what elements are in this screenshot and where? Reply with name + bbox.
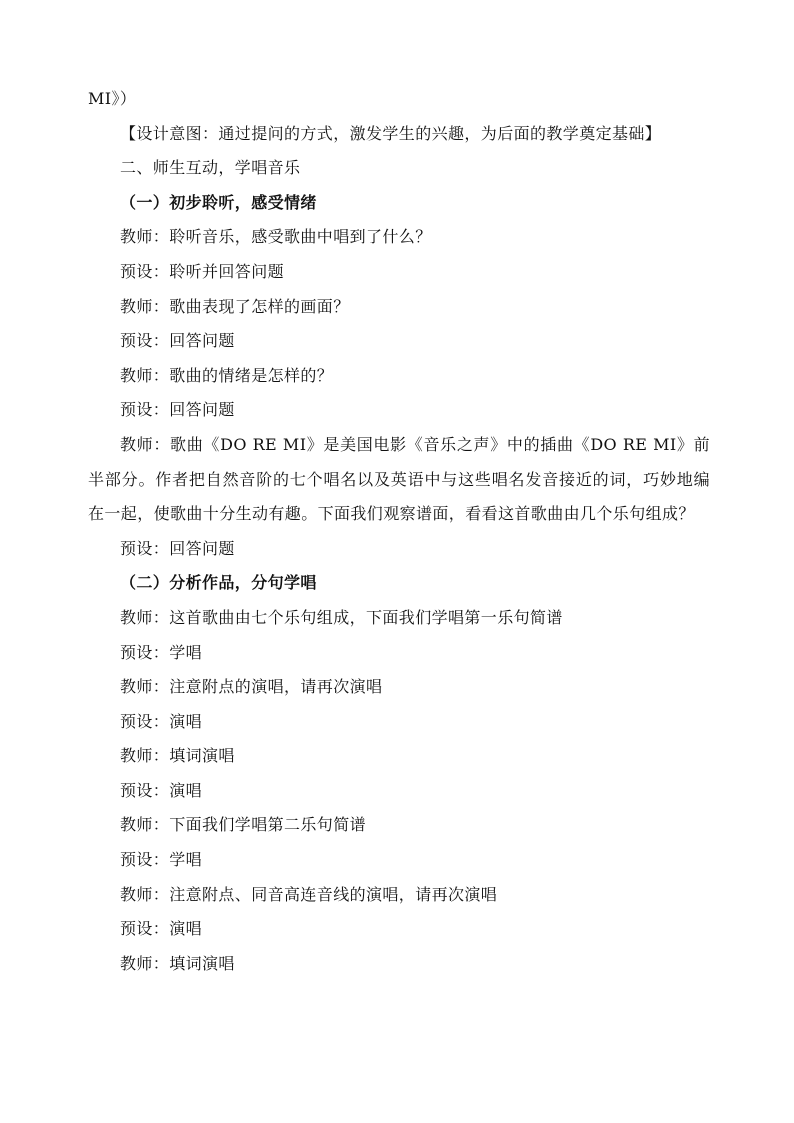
preset-line: 预设：演唱 bbox=[120, 919, 203, 939]
teacher-line: 教师：下面我们学唱第二乐句简谱 bbox=[120, 815, 367, 835]
subsection-heading-2: （二）分析作品，分句学唱 bbox=[120, 573, 317, 593]
teacher-line: 教师：注意附点、同音高连音线的演唱，请再次演唱 bbox=[120, 884, 498, 904]
teacher-line: 教师：聆听音乐，感受歌曲中唱到了什么？ bbox=[120, 227, 432, 247]
preset-line: 预设：演唱 bbox=[120, 780, 203, 800]
teacher-line: 教师：填词演唱 bbox=[120, 746, 235, 766]
preset-line: 预设：回答问题 bbox=[120, 331, 235, 351]
design-intent-note: 【设计意图：通过提问的方式，激发学生的兴趣，为后面的教学奠定基础】 bbox=[120, 123, 662, 143]
teacher-long-paragraph: 教师：歌曲《DO RE MI》是美国电影《音乐之声》中的插曲《DO RE MI》前半部分。作者把自然音阶的七个唱名以及英语中与这些唱名发音接近的词，巧妙地编在一起，使歌曲十分生动有趣。下面我们观察谱面，看看这首歌曲由几个乐句组成？ bbox=[88, 434, 710, 524]
preset-line: 预设：回答问题 bbox=[120, 400, 235, 420]
teacher-line: 教师：歌曲表现了怎样的画面？ bbox=[120, 296, 350, 316]
preset-line: 预设：演唱 bbox=[120, 711, 203, 731]
teacher-line: 教师：注意附点的演唱，请再次演唱 bbox=[120, 677, 383, 697]
teacher-line: 教师：歌曲的情绪是怎样的？ bbox=[120, 365, 334, 385]
teacher-line: 教师：填词演唱 bbox=[120, 953, 235, 973]
section-heading: 二、师生互动，学唱音乐 bbox=[120, 158, 301, 178]
paragraph-continuation: MI》） bbox=[88, 89, 137, 108]
teacher-line: 教师：这首歌曲由七个乐句组成，下面我们学唱第一乐句简谱 bbox=[120, 607, 563, 627]
preset-line: 预设：学唱 bbox=[120, 642, 203, 662]
document-body bbox=[88, 82, 710, 981]
subsection-heading-1: （一）初步聆听，感受情绪 bbox=[120, 192, 317, 212]
preset-line: 预设：聆听并回答问题 bbox=[120, 261, 285, 281]
preset-line: 预设：回答问题 bbox=[120, 538, 235, 558]
preset-line: 预设：学唱 bbox=[120, 850, 203, 870]
